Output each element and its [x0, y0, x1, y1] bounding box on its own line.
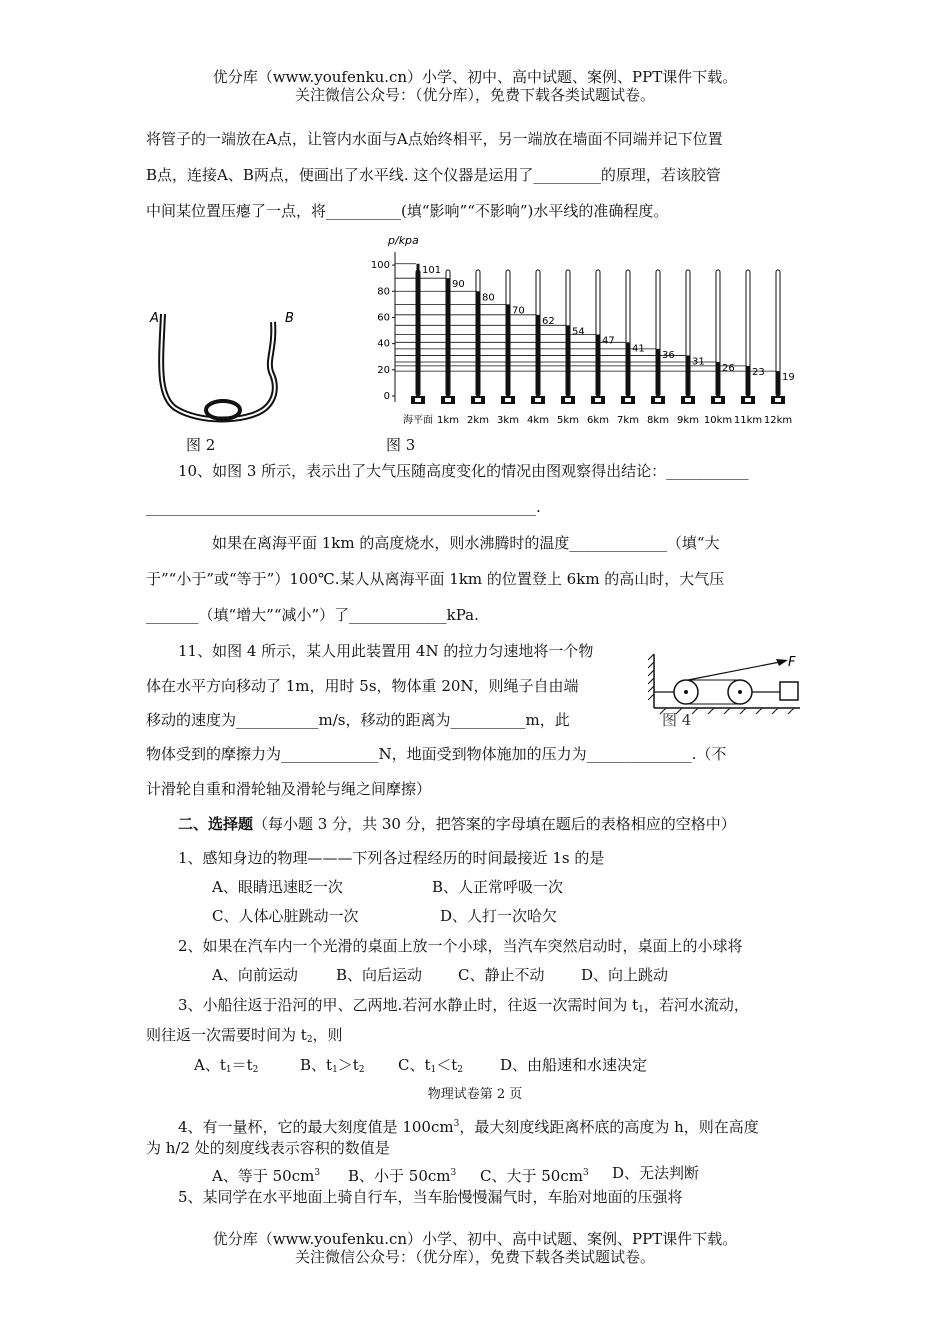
- q11-line-1: 11、如图 4 所示，某人用此装置用 4N 的拉力匀速地将一个物: [178, 642, 594, 660]
- reservoir-window: [625, 398, 631, 402]
- reservoir-window: [505, 398, 511, 402]
- mc1-option-d: D、人打一次哈欠: [440, 907, 558, 925]
- mc3-c-mid: ＜t: [436, 1056, 458, 1074]
- figure-2-label-b: B: [285, 311, 294, 326]
- q11-line-3: 移动的速度为___________m/s，移动的距离为__________m，此: [146, 711, 570, 729]
- pressure-value-label: 90: [452, 279, 465, 291]
- reservoir-window: [565, 398, 571, 402]
- tube-inner: [161, 314, 275, 420]
- figure-3-caption: 图 3: [386, 436, 416, 454]
- reservoir-window: [535, 398, 541, 402]
- mc4-option-b: [348, 1164, 456, 1185]
- section-2-title: 二、选择题: [178, 815, 254, 833]
- section-2-note: （每小题 3 分，共 30 分，把答案的字母填在题后的表格相应的空格中）: [253, 815, 736, 833]
- pressure-value-label: 23: [752, 366, 765, 378]
- mc3-option-c: [398, 1056, 463, 1079]
- altitude-label: 12km: [763, 415, 793, 426]
- tube-loop: [206, 401, 240, 419]
- object-block: [780, 682, 798, 700]
- mc3-c-sub1: 1: [430, 1065, 437, 1075]
- altitude-label: 10km: [703, 415, 733, 426]
- moving-pulley-axle: [738, 690, 742, 694]
- altitude-label: 9km: [677, 415, 699, 426]
- tube-outline: [161, 314, 275, 420]
- y-tick-label: 20: [377, 364, 390, 376]
- mc1-option-c: C、人体心脏跳动一次: [212, 907, 359, 925]
- altitude-label: 海平面: [403, 415, 433, 426]
- figure-2-u-tube: [145, 300, 305, 430]
- pressure-value-label: 31: [692, 356, 705, 368]
- mc1-stem: 1、感知身边的物理———下列各过程经历的时间最接近 1s 的是: [178, 849, 605, 867]
- mc4-stem-1-sup: 3: [453, 1119, 460, 1129]
- mc4-option-c: [480, 1164, 589, 1185]
- mc1-option-a: A、眼睛迅速眨一次: [212, 878, 343, 896]
- q9-line-3: 中间某位置压瘪了一点，将__________(填“影响”“不影响”)水平线的准确程度。: [146, 202, 669, 220]
- mc3-a-pre: A、t: [194, 1056, 226, 1074]
- q9-line-1: 将管子的一端放在A点，让管内水面与A点始终相平，另一端放在墙面不同端并记下位置: [146, 130, 723, 148]
- pressure-column: [537, 315, 540, 396]
- mc3-t1-sub: 1: [638, 1005, 644, 1015]
- mc3-a-sub2: 2: [252, 1065, 259, 1075]
- mc4-stem-2: 为 h/2 处的刻度线表示容积的数值是: [146, 1139, 390, 1157]
- q10-line-2: ____________________________________________________.: [146, 498, 541, 516]
- altitude-label: 5km: [557, 415, 579, 426]
- mc4-a-pre: A、等于 50cm: [212, 1167, 315, 1185]
- reservoir-window: [415, 398, 421, 402]
- figure-4-caption: 图 4: [662, 711, 692, 729]
- y-tick-label: 40: [377, 338, 390, 350]
- altitude-label: 11km: [733, 415, 763, 426]
- mc3-b-sub2: 2: [358, 1065, 365, 1075]
- pressure-value-label: 41: [632, 343, 645, 355]
- fixed-pulley-axle: [684, 690, 688, 694]
- pressure-column: [597, 334, 600, 396]
- mc3-c-sub2: 2: [457, 1065, 464, 1075]
- mc4-b-pre: B、小于 50cm: [348, 1167, 451, 1185]
- pressure-value-label: 47: [602, 335, 615, 347]
- mc4-stem-1: [178, 1115, 759, 1136]
- mc3-t2-sub: 2: [306, 1035, 313, 1045]
- pressure-column: [747, 366, 750, 396]
- mc4-stem-1-tail: ，最大刻度线距离杯底的高度为 h，则在高度: [459, 1118, 759, 1136]
- q11-line-4: 物体受到的摩擦力为_____________N，地面受到物体施加的压力为______________.（不: [146, 745, 727, 763]
- y-tick-label: 80: [377, 286, 390, 298]
- pressure-value-label: 19: [782, 372, 795, 384]
- mc2-option-a: A、向前运动: [212, 966, 298, 984]
- reservoir-window: [475, 398, 481, 402]
- footer-line-2: 关注微信公众号：（优分库），免费下载各类试题试卷。: [294, 1248, 655, 1266]
- altitude-label: 2km: [467, 415, 489, 426]
- figure-2-label-a: A: [150, 311, 159, 326]
- reservoir-window: [595, 398, 601, 402]
- figure-2-caption: 图 2: [186, 436, 216, 454]
- mc3-stem-1-tail: ，若河水流动，: [643, 996, 749, 1014]
- q11-line-5: 计滑轮自重和滑轮轴及滑轮与绳之间摩擦）: [146, 780, 432, 798]
- pressure-column: [417, 264, 420, 396]
- mc3-option-b: [300, 1056, 365, 1079]
- mc3-option-a: [194, 1056, 258, 1079]
- force-label: F: [788, 655, 796, 670]
- pressure-column: [567, 325, 570, 396]
- footer-line-1: 优分库（www.youfenku.cn）小学、初中、高中试题、案例、PPT课件下载。: [212, 1230, 738, 1248]
- mc3-a-mid: ＝t: [231, 1056, 253, 1074]
- mc1-option-b: B、人正常呼吸一次: [432, 878, 564, 896]
- mc3-stem-1: [178, 996, 749, 1019]
- mc3-b-sub1: 1: [332, 1065, 338, 1075]
- y-tick-label: 100: [370, 260, 390, 272]
- pressure-column: [507, 304, 510, 396]
- figure-3-pressure-chart: [360, 232, 800, 432]
- q9-line-2: B点，连接A、B两点，便画出了水平线. 这个仪器是运用了_________的原理，若该胶管: [146, 166, 721, 184]
- force-arrow: [776, 659, 788, 666]
- pressure-value-label: 36: [662, 349, 675, 361]
- page-label: 物理试卷第 2 页: [427, 1087, 523, 1102]
- altitude-label: 6km: [587, 415, 609, 426]
- pressure-column: [777, 371, 780, 396]
- reservoir-window: [655, 398, 661, 402]
- pull-rope: [688, 662, 780, 680]
- mc4-a-sup: 3: [314, 1168, 321, 1178]
- pressure-column: [717, 362, 720, 396]
- altitude-label: 8km: [647, 415, 669, 426]
- pressure-column: [657, 349, 660, 396]
- y-axis-label: p/kpa: [388, 234, 419, 247]
- header-line-2: 关注微信公众号：（优分库），免费下载各类试题试卷。: [294, 86, 655, 104]
- mc3-stem-2: [146, 1026, 343, 1049]
- mc3-stem-1-text: 3、小船往返于沿河的甲、乙两地.若河水静止时，往返一次需时间为 t: [178, 996, 639, 1014]
- mc3-stem-2-tail: ，则: [312, 1026, 343, 1044]
- mc2-option-c: C、静止不动: [458, 966, 545, 984]
- mc3-a-sub1: 1: [225, 1065, 232, 1075]
- mc3-b-mid: ＞t: [337, 1056, 359, 1074]
- q11-line-2: 体在水平方向移动了 1m，用时 5s，物体重 20N，则绳子自由端: [146, 677, 579, 695]
- wall-hatch: [648, 654, 654, 700]
- altitude-label: 7km: [617, 415, 639, 426]
- pressure-value-label: 80: [482, 292, 495, 304]
- pressure-column: [687, 355, 690, 396]
- reservoir-window: [445, 398, 451, 402]
- reservoir-window: [715, 398, 721, 402]
- section-2-heading: [178, 815, 736, 833]
- mc3-c-pre: C、t: [398, 1056, 431, 1074]
- pressure-value-label: 62: [542, 315, 555, 327]
- reservoir-window: [745, 398, 751, 402]
- mc5-stem: 5、某同学在水平地面上骑自行车，当车胎慢慢漏气时，车胎对地面的压强将: [178, 1188, 683, 1206]
- q10-line-3: 如果在离海平面 1km 的高度烧水，则水沸腾时的温度_____________（填“大: [212, 534, 720, 552]
- mc2-option-d: D、向上跳动: [581, 966, 669, 984]
- pressure-value-label: 70: [512, 305, 525, 317]
- mc2-stem: 2、如果在汽车内一个光滑的桌面上放一个小球，当汽车突然启动时，桌面上的小球将: [178, 937, 743, 955]
- reservoir-window: [775, 398, 781, 402]
- pressure-value-label: 54: [572, 326, 585, 338]
- mc3-stem-2-text: 则往返一次需要时间为 t: [146, 1026, 307, 1044]
- y-tick-label: 60: [377, 312, 390, 324]
- altitude-label: 3km: [497, 415, 519, 426]
- y-tick-label: 0: [383, 391, 390, 402]
- mc3-option-d: D、由船速和水速决定: [500, 1056, 648, 1074]
- mc4-stem-1-text: 4、有一量杯，它的最大刻度值是 100cm: [178, 1118, 454, 1136]
- mc4-c-pre: C、大于 50cm: [480, 1167, 583, 1185]
- mc3-b-pre: B、t: [300, 1056, 333, 1074]
- mc4-b-sup: 3: [450, 1168, 457, 1178]
- pressure-value-label: 26: [722, 362, 735, 374]
- mc4-c-sup: 3: [582, 1168, 589, 1178]
- altitude-label: 1km: [437, 415, 459, 426]
- q10-line-4: 于”“小于”或“等于”）100℃.某人从离海平面 1km 的位置登上 6km 的高山时，大气压: [146, 570, 725, 588]
- reservoir-window: [685, 398, 691, 402]
- q10-line-1: 10、如图 3 所示，表示出了大气压随高度变化的情况由图观察得出结论：___________: [178, 462, 749, 480]
- pressure-column: [447, 278, 450, 396]
- header-line-1: 优分库（www.youfenku.cn）小学、初中、高中试题、案例、PPT课件下载。: [212, 68, 738, 86]
- pressure-column: [477, 291, 480, 396]
- mc4-option-a: [212, 1164, 320, 1185]
- mc2-option-b: B、向后运动: [336, 966, 423, 984]
- q10-line-5: _______（填“增大”“减小”）了_____________kPa.: [146, 606, 479, 624]
- altitude-label: 4km: [527, 415, 549, 426]
- mc4-option-d: D、无法判断: [612, 1164, 700, 1182]
- pressure-value-label: 101: [422, 264, 442, 276]
- pressure-column: [627, 342, 630, 396]
